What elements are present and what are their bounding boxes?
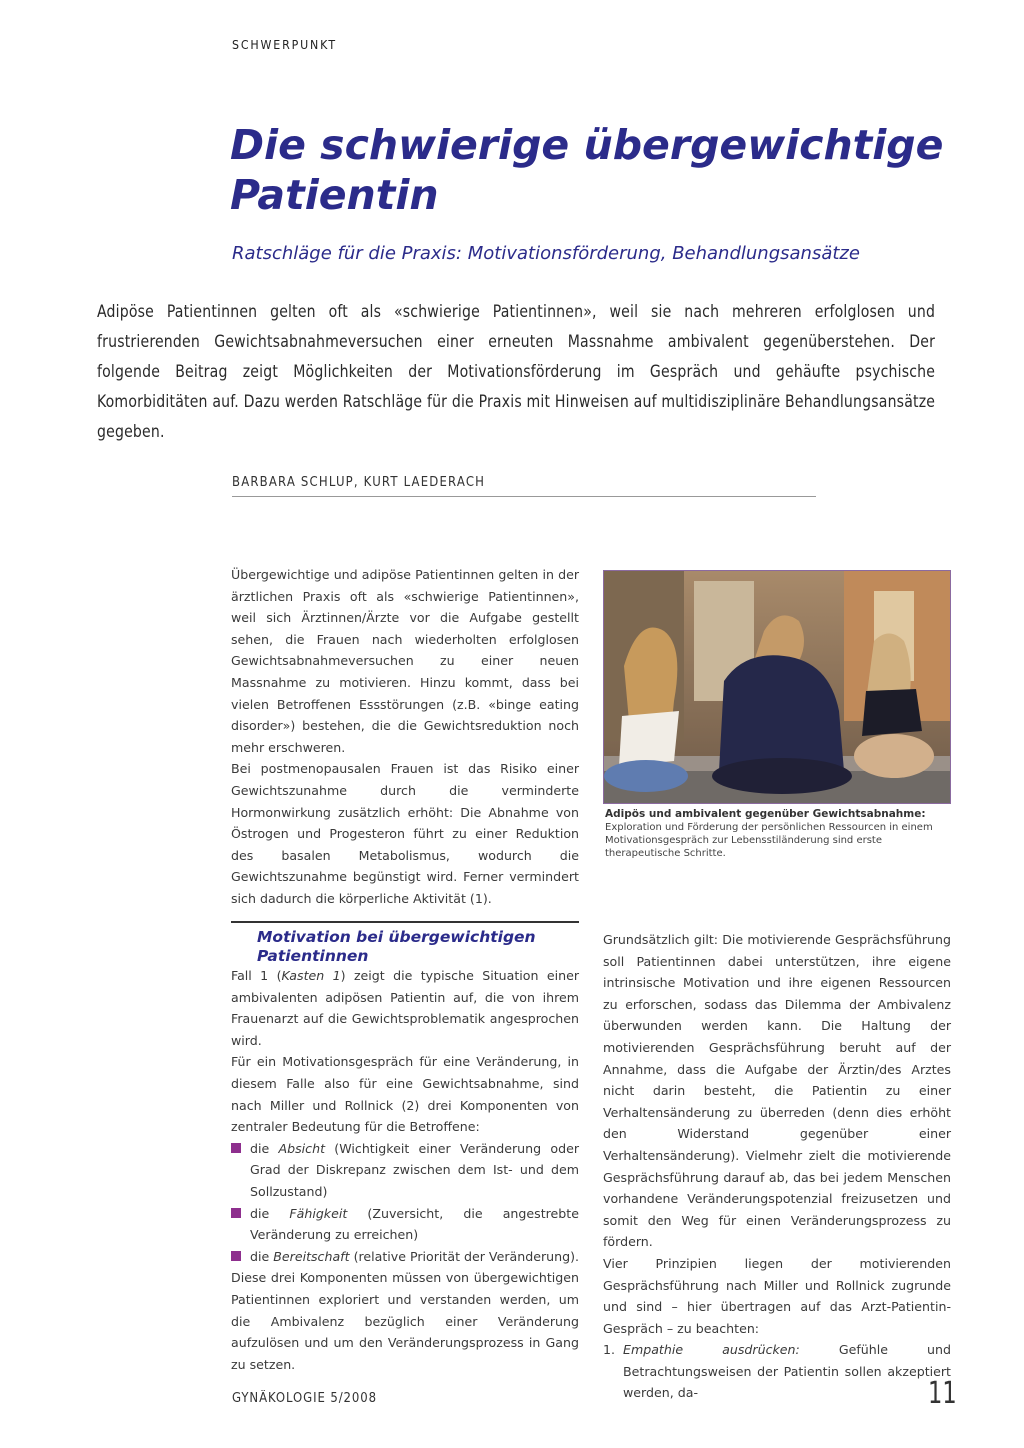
square-bullet-icon — [231, 1251, 241, 1261]
bullet-item: die Absicht (Wichtigkeit einer Veränderung oder Grad der Diskrepanz zwischen dem Ist- und dem Sollzustand) — [231, 1138, 579, 1203]
column-2-section — [603, 929, 951, 1404]
section-paragraph-3: Diese drei Komponenten müssen von übergewichtigen Patientinnen exploriert und verstanden werden, um die Ambivalenz bezüglich einer Veränderung aufzulösen und um den Veränderungsprozess in Gang zu setzen. — [231, 1270, 579, 1372]
bullet-item: die Bereitschaft (relative Priorität der Veränderung). — [231, 1246, 579, 1268]
section-divider — [231, 921, 579, 923]
lead-text: Adipöse Patientinnen gelten oft als «schwierige Patientinnen», weil sie nach mehreren erfolglosen und frustrierenden Gewichtsabnahmeversuchen einer erneuten Massnahme ambivalent gegenüberstehen. Der folgende Beitrag zeigt Möglichkeiten der Motivationsförderung im Gespräch und gehäufte psychische Komorbiditäten auf. Dazu werden Ratschläge für die Praxis mit Hinweisen auf multidisziplinäre Behandlungsansätze gegeben. — [97, 302, 936, 442]
section-heading: Motivation bei übergewichtigen Patientinnen — [257, 928, 536, 965]
square-bullet-icon — [231, 1208, 241, 1218]
title-line-2: Patientin — [230, 171, 439, 219]
journal-footer: GYNÄKOLOGIE 5/2008 — [232, 1391, 377, 1406]
authors-divider — [232, 496, 816, 497]
authors: BARBARA SCHLUP, KURT LAEDERACH — [232, 475, 486, 490]
bullet-item: die Fähigkeit (Zuversicht, die angestrebte Veränderung zu erreichen) — [231, 1203, 579, 1246]
section-paragraph-2: Für ein Motivationsgespräch für eine Veränderung, in diesem Falle also für eine Gewichtsabnahme, sind nach Miller und Rollnick (2) drei Komponenten von zentraler Bedeutung für die Betroffene: — [231, 1054, 579, 1135]
column-1-section — [231, 965, 579, 1375]
title-line-1: Die schwierige übergewichtige — [230, 121, 944, 169]
section-label: SCHWERPUNKT — [232, 38, 337, 52]
intro-paragraph-1: Übergewichtige und adipöse Patientinnen gelten in der ärztlichen Praxis oft als «schwierige Patientinnen», weil sich Ärztinnen/Ärzte vor die Aufgabe gestellt sehen, die Frauen nach wiederholten erfolglosen Gewichtsabnahmeversuchen zu einer neuen Massnahme zu motivieren. Hinzu kommt, dass bei vielen Betroffenen Essstörungen (z.B. «binge eating disorder») bestehen, die die Gewichtsreduktion noch mehr erschweren. — [231, 567, 579, 755]
lead-paragraph — [97, 297, 936, 447]
photo-caption — [605, 808, 951, 860]
caption-title: Adipös und ambivalent gegenüber Gewichtsabnahme: — [605, 808, 926, 820]
article-photo — [603, 570, 951, 804]
article-title — [230, 120, 990, 220]
numbered-item: 1. Empathie ausdrücken: Gefühle und Betrachtungsweisen der Patientin sollen akzeptiert werden, da- — [603, 1342, 951, 1401]
square-bullet-icon — [231, 1143, 241, 1153]
page-number: 11 — [928, 1376, 957, 1411]
section-paragraph-1: Fall 1 (Kasten 1) zeigt die typische Situation einer ambivalenten adipösen Patientin auf, die von ihrem Frauenarzt auf die Gewichtsproblematik angesprochen wird. — [231, 968, 579, 1048]
article-subtitle: Ratschläge für die Praxis: Motivationsförderung, Behandlungsansätze — [232, 243, 860, 264]
column2-paragraph-2: Vier Prinzipien liegen der motivierenden Gesprächsführung nach Miller und Rollnick zugrunde und sind – hier übertragen auf das Arzt-Patientin-Gespräch – zu beachten: — [603, 1255, 951, 1336]
caption-text: Exploration und Förderung der persönlichen Ressourcen in einem Motivationsgespräch zur Lebensstiländerung sind erste therapeutische Schritte. — [605, 822, 933, 859]
column2-paragraph-1: Grundsätzlich gilt: Die motivierende Gesprächsführung soll Patientinnen dabei unterstützen, ihre eigene intrinsische Motivation und ihre eigenen Ressourcen zu erforschen, sodass das Dilemma der Ambivalenz überwunden werden kann. Die Haltung der motivierenden Gesprächsführung beruht auf der Annahme, dass die Aufgabe der Ärztin/des Arztes nicht darin besteht, die Patientin zu einer Verhaltensänderung zu überreden (denn dies erhöht den Widerstand gegenüber einer Verhaltensänderung). Vielmehr zielt die motivierende Gesprächsführung darauf ab, das bei jedem Menschen vorhandene Veränderungspotenzial freizusetzen und somit den Weg für einen Veränderungsprozess zu fördern. — [603, 932, 951, 1250]
photo-three-women-sitting — [604, 571, 950, 803]
intro-paragraph-2: Bei postmenopausalen Frauen ist das Risiko einer Gewichtszunahme durch die verminderte Hormonwirkung zusätzlich erhöht: Die Abnahme von Östrogen und Progesteron führt zu einer Reduktion des basalen Metabolismus, wodurch die Gewichtszunahme begünstigt wird. Ferner vermindert sich dadurch die körperliche Aktivität (1). — [231, 761, 579, 906]
column-1-intro — [231, 564, 579, 910]
